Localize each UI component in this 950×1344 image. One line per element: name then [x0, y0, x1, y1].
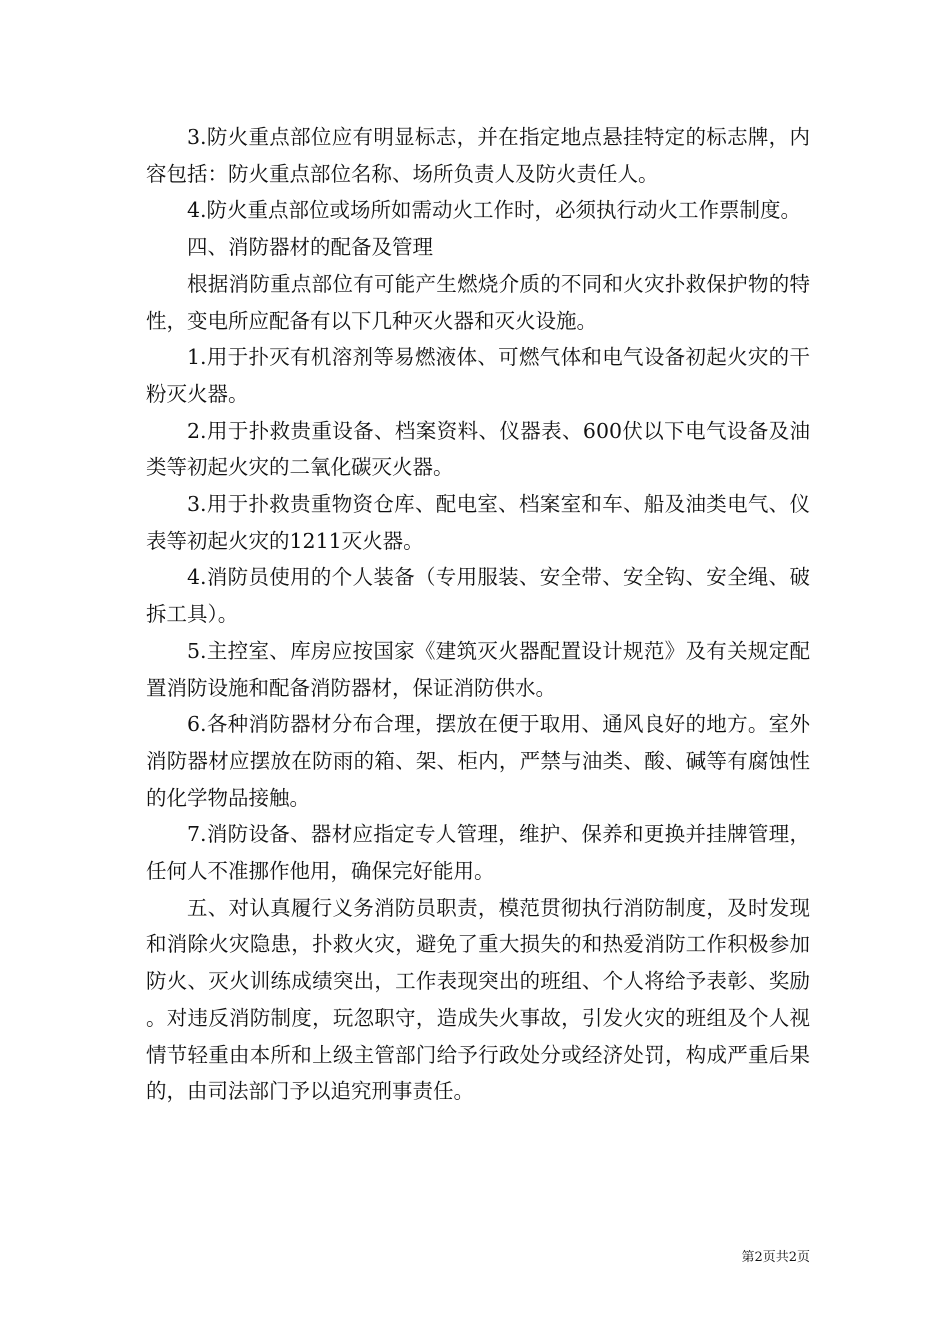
list-item-6-placement: 6.各种消防器材分布合理，摆放在便于取用、通风良好的地方。室外消防器材应摆放在防雨的箱、架、柜内，严禁与油类、酸、碱等有腐蚀性的化学物品接触。 [146, 712, 810, 810]
page-number: 第2页共2页 [741, 1250, 810, 1265]
section-five-rewards-penalties: 五、对认真履行义务消防员职责，模范贯彻执行消防制度，及时发现和消除火灾隐患，扑救火灾，避免了重大损失的和热爱消防工作积极参加防火、灭火训练成绩突出，工作表现突出的班组、个人将给予表彰、奖励。对违反消防制度，玩忽职守，造成失火事故，引发火灾的班组及个人视情节轻重由本所和上级主管部门给予行政处分或经济处罚，构成严重后果的，由司法部门予以追究刑事责任。 [146, 895, 810, 1104]
list-item-3-1211: 3.用于扑救贵重物资仓库、配电室、档案室和车、船及油类电气、仪表等初起火灾的1211灭火器。 [146, 492, 810, 553]
section-heading-four: 四、消防器材的配备及管理 [187, 235, 433, 260]
list-item-1-dry-powder: 1.用于扑灭有机溶剂等易燃液体、可燃气体和电气设备初起火灾的干粉灭火器。 [146, 345, 810, 406]
list-item-7-management: 7.消防设备、器材应指定专人管理，维护、保养和更换并挂牌管理，任何人不准挪作他用，确保完好能用。 [146, 822, 810, 884]
paragraph-4-hot-work: 4.防火重点部位或场所如需动火工作时，必须执行动火工作票制度。 [187, 198, 802, 223]
paragraph-equipment-intro: 根据消防重点部位有可能产生燃烧介质的不同和火灾扑救保护物的特性，变电所应配备有以下几种灭火器和灭火设施。 [146, 271, 810, 333]
paragraph-3-marking: 3.防火重点部位应有明显标志，并在指定地点悬挂特定的标志牌，内容包括：防火重点部位名称、场所负责人及防火责任人。 [146, 125, 810, 186]
list-item-4-personal-gear: 4.消防员使用的个人装备（专用服装、安全带、安全钩、安全绳、破拆工具）。 [146, 565, 810, 627]
list-item-2-co2: 2.用于扑救贵重设备、档案资料、仪器表、600伏以下电气设备及油类等初起火灾的二氧化碳灭火器。 [146, 418, 810, 480]
document-body [146, 119, 810, 1110]
list-item-5-control-room: 5.主控室、库房应按国家《建筑灭火器配置设计规范》及有关规定配置消防设施和配备消防器材，保证消防供水。 [146, 638, 810, 700]
